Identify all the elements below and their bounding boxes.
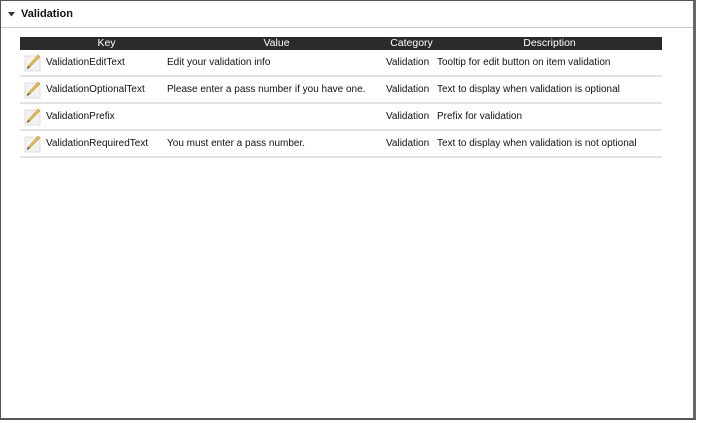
cell-description: Prefix for validation [437, 103, 662, 130]
panel-title: Validation [21, 8, 73, 20]
cell-description: Text to display when validation is optional [437, 76, 662, 103]
cell-value: Edit your validation info [167, 50, 386, 76]
table-row [20, 50, 662, 76]
pencil-edit-icon[interactable] [24, 54, 42, 72]
cell-description: Tooltip for edit button on item validation [437, 50, 662, 76]
column-header-edit [20, 37, 46, 50]
pencil-edit-icon[interactable] [24, 81, 42, 99]
column-header-value[interactable]: Value [167, 37, 386, 50]
cell-value [167, 103, 386, 130]
column-header-category[interactable]: Category [386, 37, 437, 50]
table-header-row [20, 37, 662, 50]
pencil-edit-icon[interactable] [24, 135, 42, 153]
column-header-key[interactable]: Key [46, 37, 167, 50]
column-header-description[interactable]: Description [437, 37, 662, 50]
cell-key: ValidationPrefix [46, 103, 167, 130]
cell-description: Text to display when validation is not optional [437, 130, 662, 157]
caret-down-icon[interactable] [7, 12, 15, 17]
cell-key: ValidationOptionalText [46, 76, 167, 103]
cell-value: You must enter a pass number. [167, 130, 386, 157]
settings-table [20, 37, 662, 158]
pencil-edit-icon[interactable] [24, 108, 42, 126]
cell-category: Validation [386, 76, 437, 103]
cell-key: ValidationRequiredText [46, 130, 167, 157]
cell-key: ValidationEditText [46, 50, 167, 76]
cell-category: Validation [386, 50, 437, 76]
panel-header [1, 1, 693, 28]
table-row [20, 76, 662, 103]
table-row [20, 130, 662, 157]
table-row [20, 103, 662, 130]
cell-category: Validation [386, 103, 437, 130]
cell-category: Validation [386, 130, 437, 157]
cell-value: Please enter a pass number if you have one. [167, 76, 386, 103]
